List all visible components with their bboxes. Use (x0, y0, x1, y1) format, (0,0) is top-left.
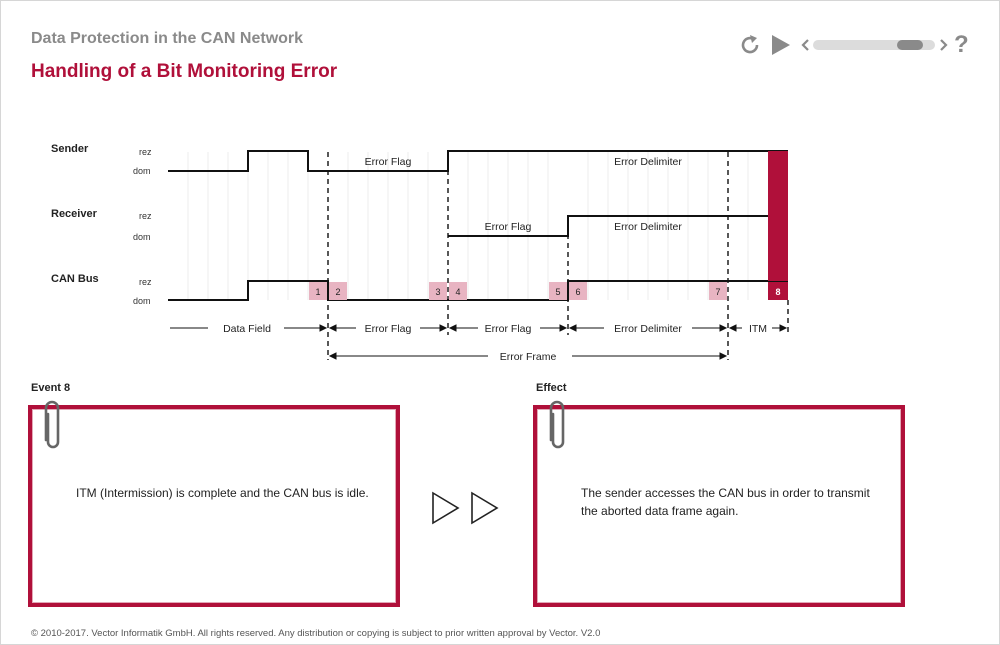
canbus-dom-label: dom (133, 296, 151, 306)
event-marker-8-label: 8 (775, 287, 781, 297)
timeline-error-flag-1: Error Flag (364, 323, 412, 335)
sender-error-flag-label: Error Flag (364, 156, 412, 168)
event-8-highlight-bar (768, 151, 788, 281)
page-title: Handling of a Bit Monitoring Error (31, 61, 338, 82)
timeline-data-field: Data Field (223, 323, 271, 335)
event-marker-7-label: 7 (715, 287, 721, 297)
effect-description-line-1: The sender accesses the CAN bus in order to transmit (581, 486, 870, 500)
timeline-error-flag-2: Error Flag (484, 323, 532, 335)
receiver-rez-label: rez (139, 211, 152, 221)
receiver-error-flag-label: Error Flag (484, 221, 532, 233)
event-marker-2-label: 2 (335, 287, 341, 297)
help-icon[interactable]: ? (954, 31, 969, 58)
event-marker-6-label: 6 (575, 287, 581, 297)
event-marker-5-label: 5 (555, 287, 561, 297)
sender-signal (168, 151, 788, 171)
row-label-receiver: Receiver (51, 208, 97, 220)
event-label: Event 8 (31, 382, 71, 394)
footer-copyright: © 2010-2017. Vector Informatik GmbH. All rights reserved. Any distribution or copying is subject to prior written approval by Vector. V2.0 (31, 628, 601, 639)
effect-label: Effect (536, 382, 567, 394)
receiver-dom-label: dom (133, 232, 151, 242)
event-marker-3-label: 3 (435, 287, 441, 297)
receiver-error-delimiter-label: Error Delimiter (614, 221, 682, 233)
timeline-error-frame: Error Frame (499, 351, 557, 363)
timeline-itm: ITM (748, 323, 768, 335)
row-label-sender: Sender (51, 143, 89, 155)
row-label-can-bus: CAN Bus (51, 273, 99, 285)
event-description: ITM (Intermission) is complete and the CAN bus is idle. (76, 486, 369, 500)
event-card (28, 405, 400, 607)
event-marker-1-label: 1 (315, 287, 321, 297)
effect-description (581, 484, 901, 520)
next-step-icon[interactable] (430, 490, 502, 526)
effect-card (533, 405, 905, 607)
paperclip-icon (40, 400, 64, 450)
canbus-signal (168, 281, 788, 300)
paperclip-icon (545, 400, 569, 450)
sender-dom-label: dom (133, 166, 151, 176)
course-subtitle: Data Protection in the CAN Network (31, 30, 304, 47)
timeline-error-delimiter: Error Delimiter (614, 323, 682, 335)
sender-rez-label: rez (139, 147, 152, 157)
canbus-rez-label: rez (139, 277, 152, 287)
effect-description-line-2: the aborted data frame again. (581, 504, 739, 518)
event-marker-4-label: 4 (455, 287, 461, 297)
sender-error-delimiter-label: Error Delimiter (614, 156, 682, 168)
